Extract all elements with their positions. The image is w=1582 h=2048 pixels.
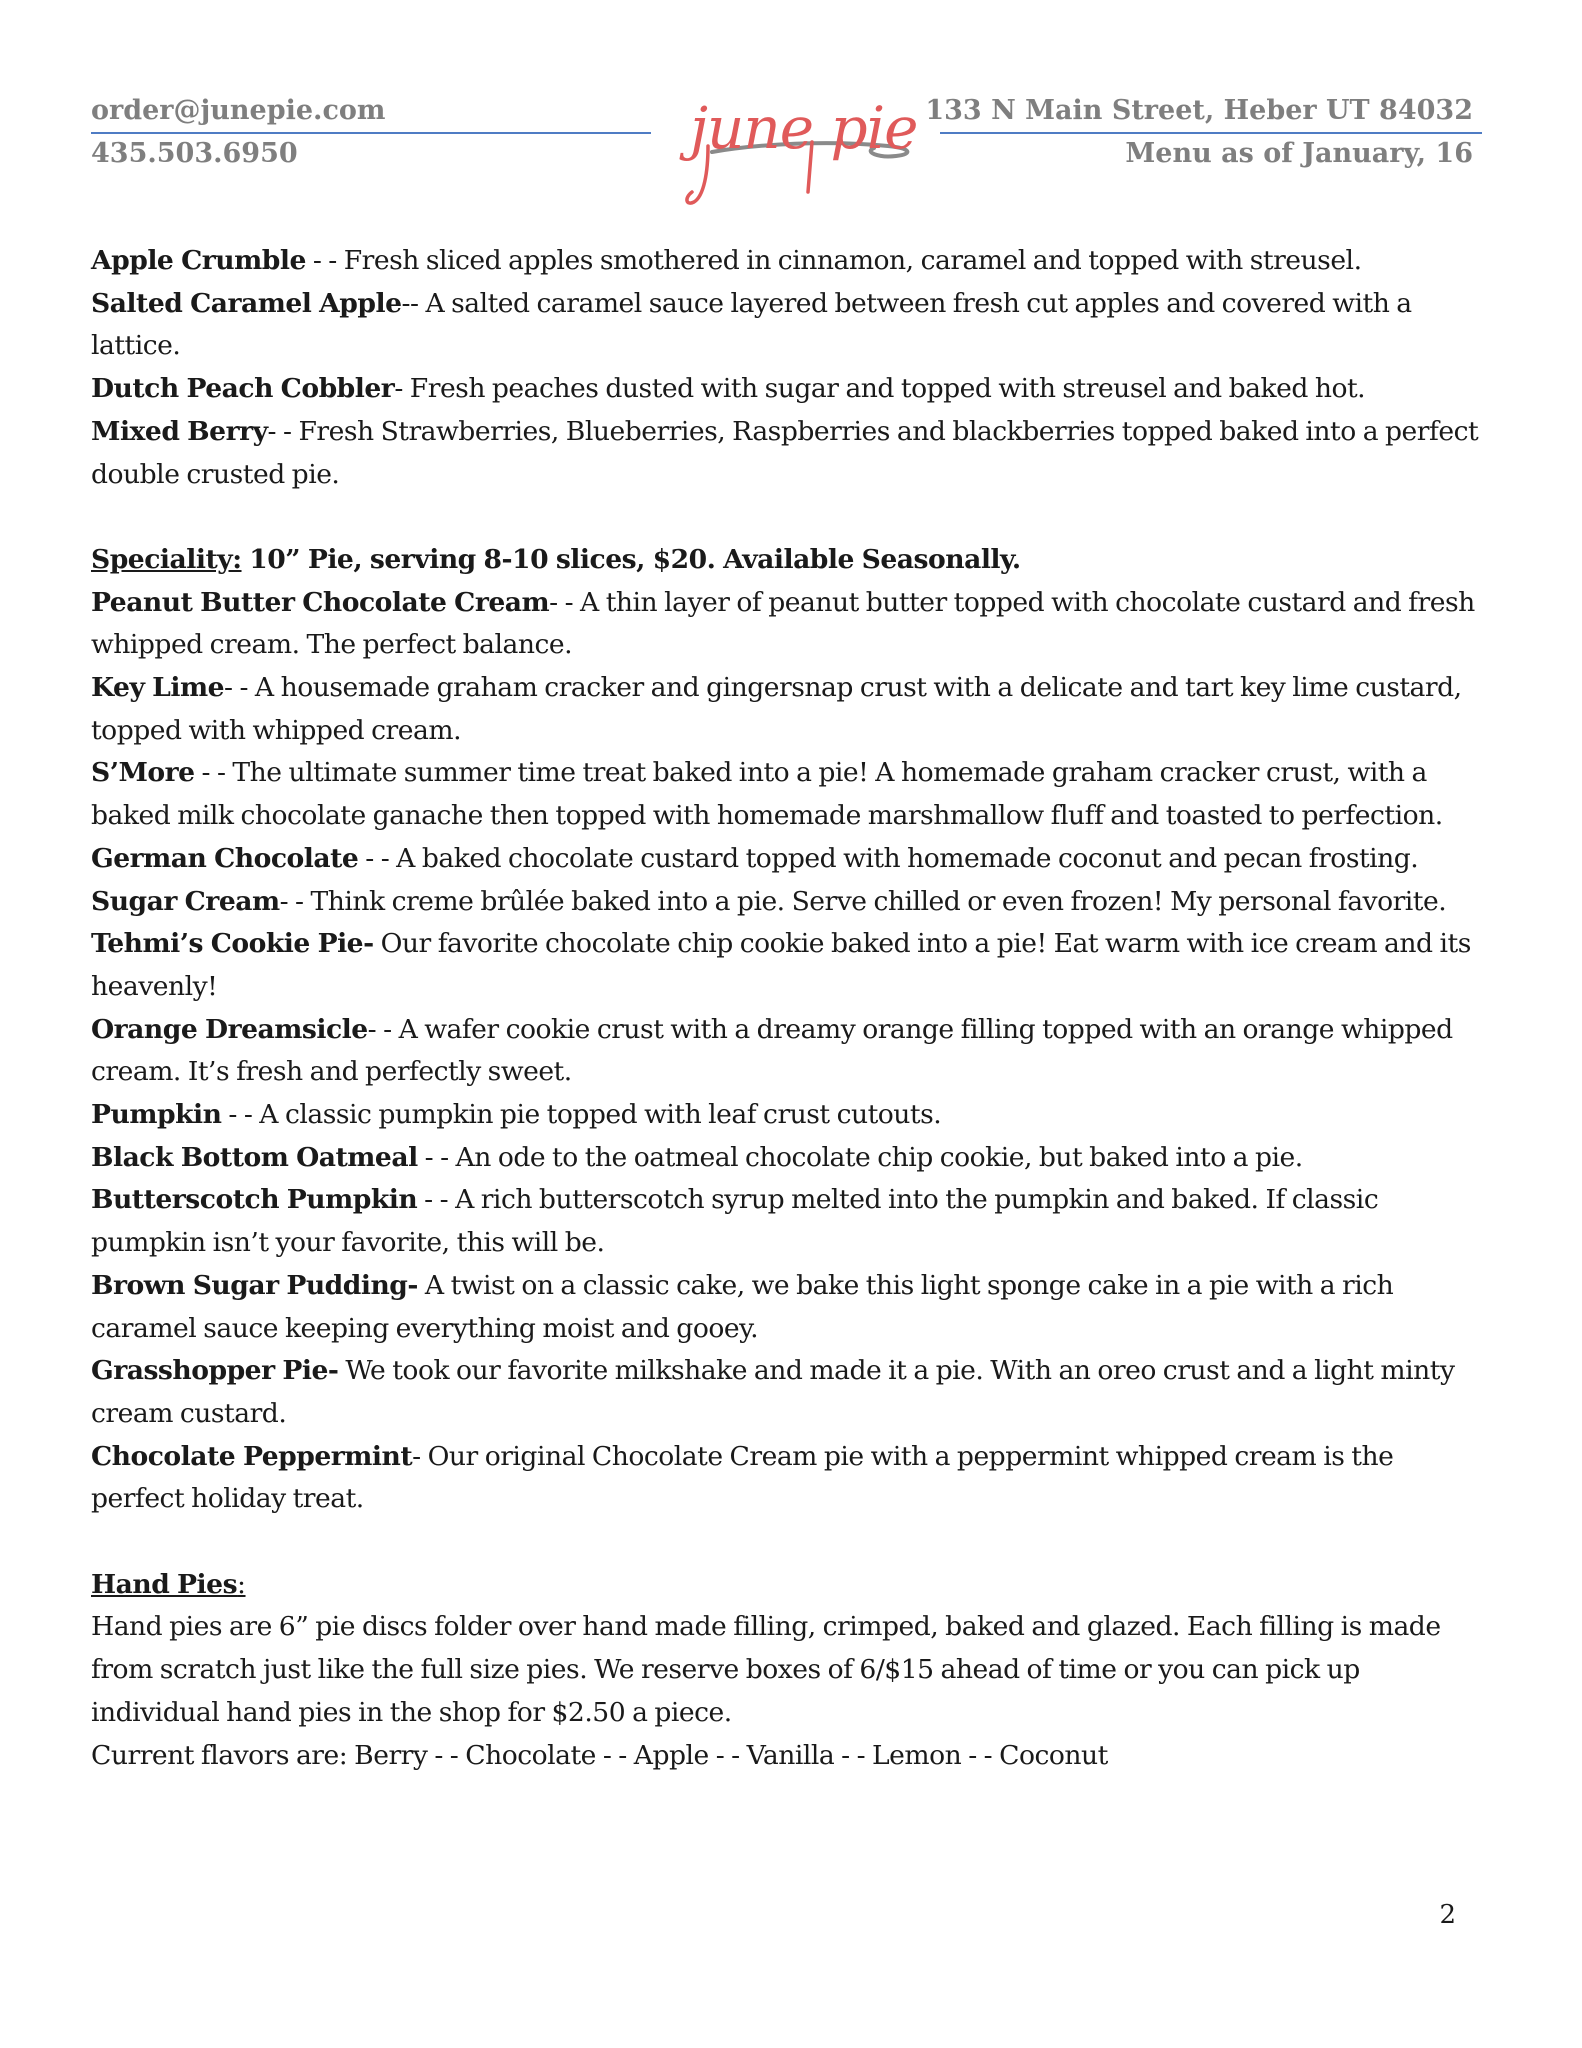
- menu-item: [91, 368, 1491, 411]
- menu-item: [91, 667, 1491, 752]
- hand-pies-flavors: Current flavors are: Berry - - Chocolate - - Apple - - Vanilla - - Lemon - - Coconut: [91, 1739, 1108, 1771]
- menu-item-separator: - -: [358, 842, 397, 874]
- menu-item: [91, 1350, 1491, 1435]
- menu-item: [91, 1179, 1491, 1264]
- menu-item-description: Fresh peaches dusted with sugar and topped with streusel and baked hot.: [409, 373, 1366, 405]
- menu-item-name: Pumpkin: [91, 1099, 222, 1131]
- menu-item-separator: - -: [279, 885, 311, 917]
- header-phone[interactable]: 435.503.6950: [91, 138, 298, 169]
- menu-item-name: Butterscotch Pumpkin: [91, 1184, 418, 1216]
- menu-item-description: A twist on a classic cake, we bake this light sponge cake in a pie with a rich caramel sauce keeping everything moist and gooey.: [91, 1269, 1394, 1344]
- menu-item-separator: - -: [417, 1141, 456, 1173]
- menu-item-name: Grasshopper Pie-: [91, 1355, 339, 1387]
- hand-pies-heading: [91, 1564, 1491, 1607]
- menu-item-description: We took our favorite milkshake and made it a pie. With an oreo crust and a light minty cream custard.: [91, 1355, 1455, 1429]
- menu-item: [91, 1094, 1491, 1137]
- menu-item-description: Think creme brûlée baked into a pie. Serve chilled or even frozen! My personal favorite.: [310, 885, 1447, 917]
- menu-item-separator: - -: [221, 1099, 260, 1131]
- menu-item: [91, 881, 1491, 924]
- menu-item-description: A thin layer of peanut butter topped with chocolate custard and fresh whipped cream. The perfect balance.: [91, 586, 1475, 661]
- menu-item-separator: --: [401, 287, 426, 319]
- menu-item-description: A wafer cookie crust with a dreamy orange filling topped with an orange whipped cream. It’s fresh and perfectly sweet.: [91, 1013, 1453, 1088]
- menu-item-name: Peanut Butter Chocolate Cream: [91, 586, 550, 618]
- menu-item-separator: -: [394, 373, 410, 405]
- menu-item-description: Our favorite chocolate chip cookie baked into a pie! Eat warm with ice cream and its heavenly!: [91, 928, 1471, 1002]
- menu-item: [91, 1137, 1491, 1180]
- menu-item-description: A salted caramel sauce layered between fresh cut apples and covered with a lattice.: [91, 287, 1412, 362]
- menu-item-description: A baked chocolate custard topped with homemade coconut and pecan frosting.: [396, 842, 1419, 874]
- menu-item: [91, 1009, 1491, 1094]
- menu-item: [91, 1436, 1491, 1521]
- menu-item-description: Fresh sliced apples smothered in cinnamon, caramel and topped with streusel.: [343, 245, 1362, 276]
- speciality-detail: 10” Pie, serving 8-10 slices, $20. Available Seasonally.: [241, 543, 1021, 575]
- menu-item-description: A housemade graham cracker and gingersnap crust with a delicate and tart key lime custard, topped with whipped cream.: [91, 672, 1462, 746]
- menu-item-description: An ode to the oatmeal chocolate chip cookie, but baked into a pie.: [455, 1141, 1303, 1173]
- menu-item-description: The ultimate summer time treat baked into a pie! A homemade graham cracker crust, with a baked milk chocolate ganache then topped with homemade marshmallow fluff and toasted to perfection.: [91, 757, 1443, 832]
- menu-item: [91, 582, 1491, 667]
- menu-item-description: A rich butterscotch syrup melted into the pumpkin and baked. If classic pumpkin isn’t your favorite, this will be.: [91, 1184, 1379, 1259]
- menu-item-name: Sugar Cream: [91, 885, 280, 917]
- menu-item-name: Salted Caramel Apple: [91, 287, 402, 319]
- menu-item-separator: - -: [417, 1184, 456, 1216]
- menu-item-name: Dutch Peach Cobbler: [91, 373, 395, 405]
- header-menu-date: Menu as of January, 16: [1125, 138, 1473, 169]
- menu-item-separator: - -: [305, 245, 344, 276]
- menu-item-name: Key Lime: [91, 672, 225, 704]
- header-email[interactable]: order@junepie.com: [91, 95, 386, 126]
- menu-item-separator: [374, 928, 381, 959]
- spacer: [91, 496, 1491, 539]
- menu-item-name: Tehmi’s Cookie Pie-: [91, 928, 374, 960]
- menu-item: [91, 838, 1491, 881]
- menu-item-separator: - -: [224, 672, 255, 704]
- menu-item-name: Orange Dreamsicle: [91, 1013, 368, 1045]
- menu-item-separator: - -: [549, 586, 581, 618]
- menu-item-description: Fresh Strawberries, Blueberries, Raspberries and blackberries topped baked into a perfect double crusted pie.: [91, 415, 1479, 490]
- page-number: 2: [1439, 1900, 1456, 1930]
- menu-item: [91, 283, 1491, 368]
- logo-lettering: june pie: [690, 94, 918, 162]
- menu-item: [91, 411, 1491, 496]
- hand-pies-description: Hand pies are 6” pie discs folder over hand made filling, crimped, baked and glazed. Each filling is made from scratch just like the full size pies. We reserve boxes of 6/$15 ahead of time or you can pick up individual hand pies in the shop for $2.50 a piece.: [91, 1611, 1441, 1728]
- hand-pies-colon: :: [237, 1568, 246, 1600]
- header-rule-left: [91, 132, 651, 134]
- menu-item-name: Black Bottom Oatmeal: [91, 1141, 418, 1173]
- speciality-label: Speciality:: [91, 543, 242, 575]
- menu-item-name: Brown Sugar Pudding-: [91, 1269, 418, 1301]
- menu-content: [91, 240, 1491, 1777]
- menu-item-description: A classic pumpkin pie topped with leaf crust cutouts.: [259, 1099, 942, 1131]
- header-rule-right: [940, 132, 1482, 134]
- menu-item: [91, 240, 1491, 283]
- fruit-pie-list: [91, 240, 1491, 496]
- menu-item-separator: -: [412, 1440, 428, 1472]
- menu-item: [91, 1265, 1491, 1350]
- menu-item-name: Apple Crumble: [91, 245, 306, 276]
- menu-item-name: German Chocolate: [91, 842, 359, 874]
- header-address: 133 N Main Street, Heber UT 84032: [925, 95, 1473, 126]
- menu-item-separator: - -: [367, 1013, 399, 1045]
- menu-item: [91, 923, 1491, 1008]
- hand-pies-label: Hand Pies: [91, 1568, 238, 1600]
- menu-item-description: Our original Chocolate Cream pie with a peppermint whipped cream is the perfect holiday treat.: [91, 1440, 1394, 1515]
- menu-item-name: Mixed Berry: [91, 415, 268, 447]
- menu-item-name: S’More: [91, 757, 195, 789]
- menu-item-separator: - -: [267, 415, 299, 447]
- menu-item-separator: [418, 1270, 425, 1301]
- menu-item-separator: - -: [194, 757, 233, 789]
- menu-item: [91, 752, 1491, 837]
- spacer: [91, 1521, 1491, 1564]
- menu-item-name: Chocolate Peppermint: [91, 1440, 413, 1472]
- speciality-heading: [91, 539, 1491, 582]
- june-pie-logo: [678, 92, 918, 214]
- speciality-pie-list: [91, 582, 1491, 1521]
